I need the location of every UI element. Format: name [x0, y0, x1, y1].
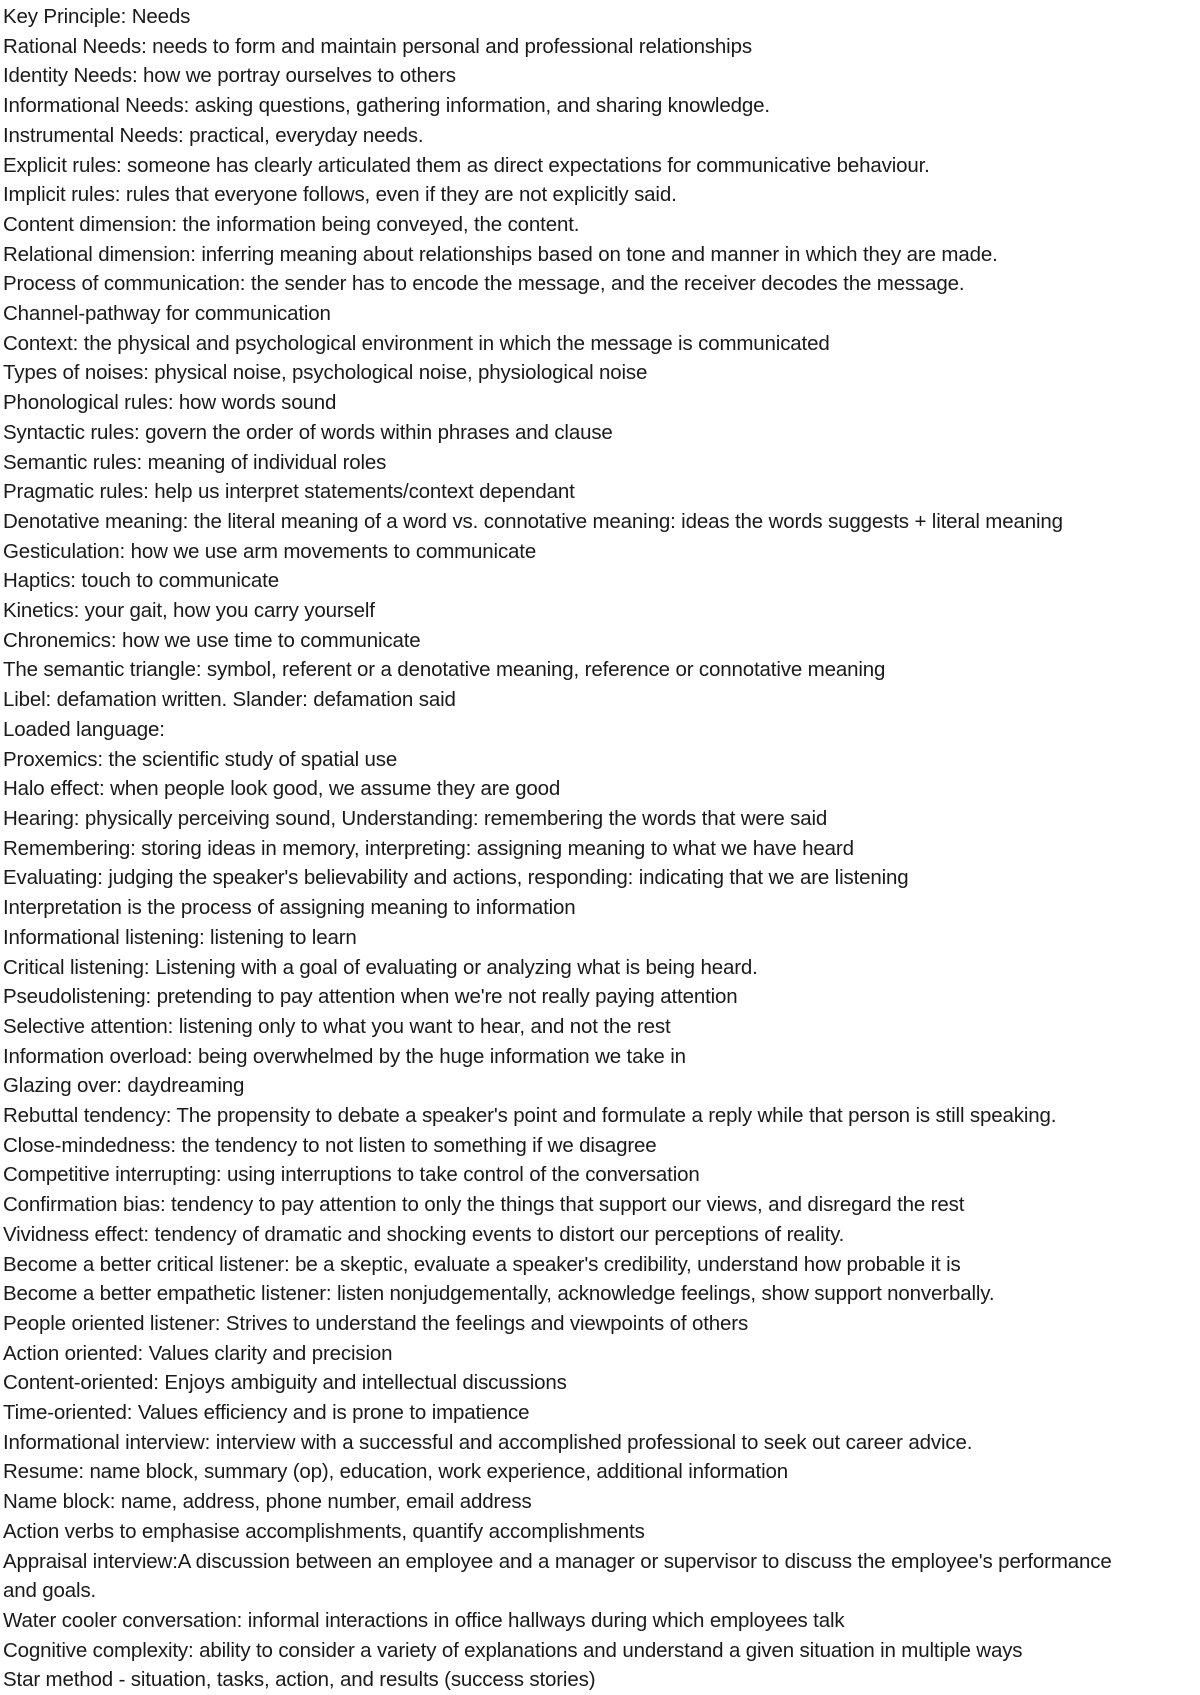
note-line: Information overload: being overwhelmed by the huge information we take in [3, 1044, 686, 1068]
note-line: People oriented listener: Strives to understand the feelings and viewpoints of others [3, 1311, 749, 1335]
note-line: Proxemics: the scientific study of spatial use [3, 747, 398, 771]
note-line: Time-oriented: Values efficiency and is prone to impatience [3, 1401, 530, 1425]
note-line: Star method - situation, tasks, action, and results (success stories) [3, 1668, 596, 1692]
note-line: Close-mindedness: the tendency to not listen to something if we disagree [3, 1133, 657, 1157]
note-line: Informational listening: listening to learn [3, 925, 357, 949]
note-line: Channel-pathway for communication [3, 302, 331, 326]
note-line: Water cooler conversation: informal interactions in office hallways during which employees talk [3, 1608, 845, 1632]
note-line: Interpretation is the process of assigning meaning to information [3, 896, 576, 920]
note-line: Competitive interrupting: using interruptions to take control of the conversation [3, 1163, 700, 1187]
note-line: Rational Needs: needs to form and maintain personal and professional relationships [3, 34, 752, 58]
note-line: Pseudolistening: pretending to pay attention when we're not really paying attention [3, 985, 738, 1009]
note-line: Critical listening: Listening with a goal of evaluating or analyzing what is being heard. [3, 955, 758, 979]
note-line: Vividness effect: tendency of dramatic and shocking events to distort our perceptions of reality. [3, 1222, 845, 1246]
note-line: Selective attention: listening only to what you want to hear, and not the rest [3, 1014, 671, 1038]
note-line: Syntactic rules: govern the order of words within phrases and clause [3, 420, 613, 444]
note-line: Content-oriented: Enjoys ambiguity and intellectual discussions [3, 1371, 567, 1395]
note-line: Libel: defamation written. Slander: defamation said [3, 688, 456, 712]
note-line: Hearing: physically perceiving sound, Understanding: remembering the words that were said [3, 806, 828, 830]
note-line: Kinetics: your gait, how you carry yourself [3, 599, 375, 623]
note-line: Remembering: storing ideas in memory, interpreting: assigning meaning to what we have heard [3, 836, 854, 860]
note-line: Denotative meaning: the literal meaning of a word vs. connotative meaning: ideas the words suggests + literal meaning [3, 509, 1063, 533]
note-line: Pragmatic rules: help us interpret statements/context dependant [3, 480, 575, 504]
note-line: Key Principle: Needs [3, 5, 191, 28]
note-line: Phonological rules: how words sound [3, 391, 337, 415]
note-line: Instrumental Needs: practical, everyday needs. [3, 123, 424, 147]
note-line: Process of communication: the sender has to encode the message, and the receiver decodes the message. [3, 272, 965, 296]
note-line: Explicit rules: someone has clearly articulated them as direct expectations for communicative behaviour. [3, 153, 930, 177]
note-line: Confirmation bias: tendency to pay attention to only the things that support our views, and disregard the rest [3, 1193, 965, 1217]
note-line: Identity Needs: how we portray ourselves to others [3, 64, 456, 88]
note-line: Informational interview: interview with a successful and accomplished professional to seek out career advice. [3, 1430, 973, 1454]
note-line: Cognitive complexity: ability to consider a variety of explanations and understand a given situation in multiple ways [3, 1638, 1023, 1662]
note-line: Name block: name, address, phone number, email address [3, 1490, 532, 1514]
note-line: Relational dimension: inferring meaning about relationships based on tone and manner in which they are made. [3, 242, 998, 266]
note-line: Semantic rules: meaning of individual roles [3, 450, 387, 474]
note-line: Rebuttal tendency: The propensity to debate a speaker's point and formulate a reply while that person is still speaking. [3, 1104, 1057, 1128]
note-line: Become a better empathetic listener: listen nonjudgementally, acknowledge feelings, show support nonverbally. [3, 1282, 995, 1306]
note-line: Halo effect: when people look good, we assume they are good [3, 777, 561, 801]
note-line: The semantic triangle: symbol, referent or a denotative meaning, reference or connotative meaning [3, 658, 886, 682]
note-line: Become a better critical listener: be a skeptic, evaluate a speaker's credibility, understand how probable it is [3, 1252, 961, 1276]
note-line: Resume: name block, summary (op), education, work experience, additional information [3, 1460, 788, 1484]
note-line: Gesticulation: how we use arm movements to communicate [3, 539, 537, 563]
note-line: Chronemics: how we use time to communicate [3, 628, 421, 652]
note-line: Context: the physical and psychological environment in which the message is communicated [3, 331, 830, 355]
note-line: Content dimension: the information being conveyed, the content. [3, 212, 580, 236]
note-line: Action oriented: Values clarity and precision [3, 1341, 393, 1365]
note-line: Action verbs to emphasise accomplishments, quantify accomplishments [3, 1519, 645, 1543]
note-line: Informational Needs: asking questions, gathering information, and sharing knowledge. [3, 94, 770, 118]
note-line: Loaded language: [3, 717, 165, 741]
note-line: Evaluating: judging the speaker's believability and actions, responding: indicating that we are listening [3, 866, 909, 890]
note-line: Glazing over: daydreaming [3, 1074, 245, 1098]
note-line: Types of noises: physical noise, psychological noise, physiological noise [3, 361, 648, 385]
note-line: Haptics: touch to communicate [3, 569, 279, 593]
note-line: Implicit rules: rules that everyone follows, even if they are not explicitly said. [3, 183, 677, 207]
note-line: Appraisal interview:A discussion between an employee and a manager or supervisor to discuss the employee's performance and goals. [3, 1549, 1118, 1603]
